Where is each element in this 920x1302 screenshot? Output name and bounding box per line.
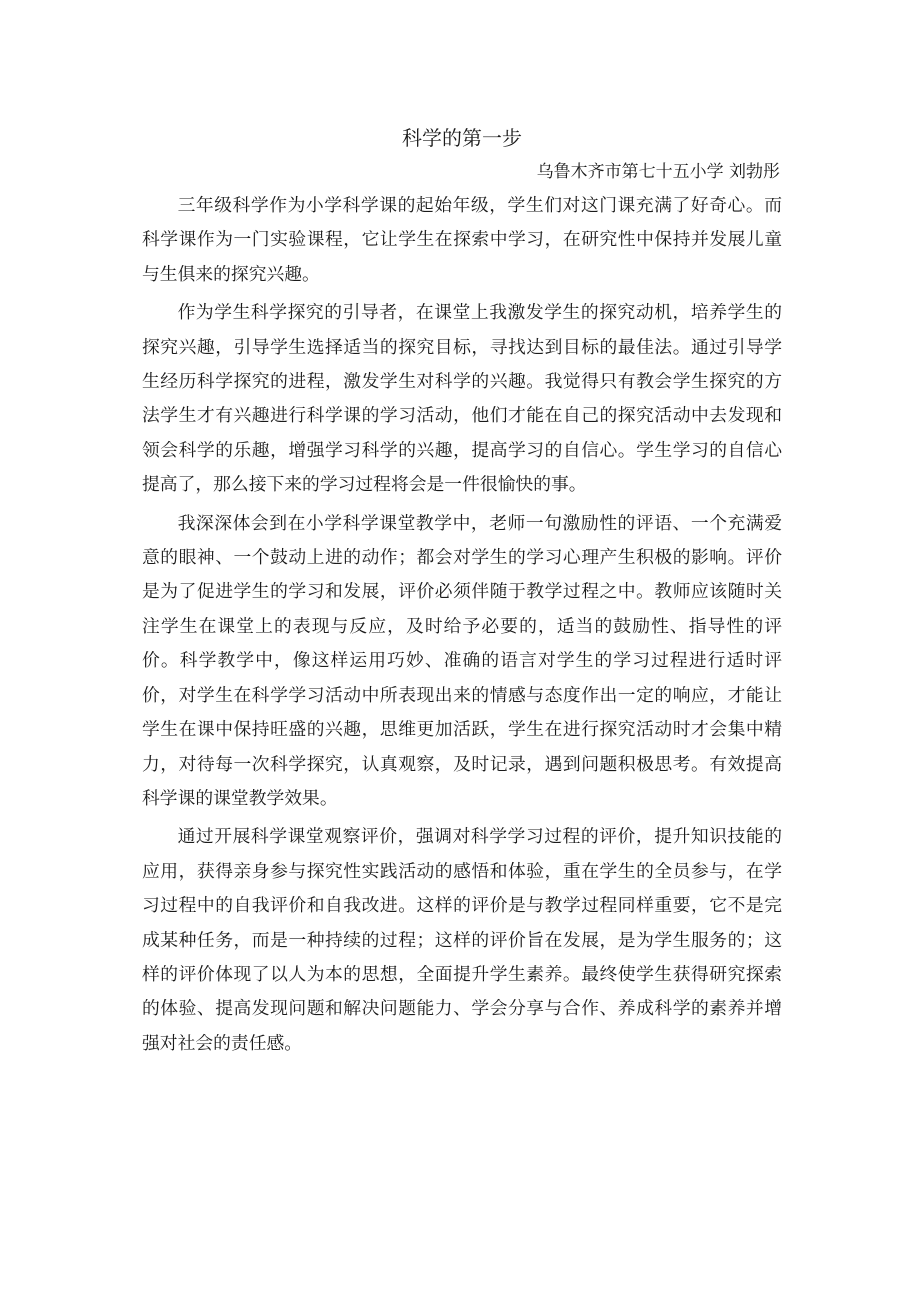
paragraph-2: 作为学生科学探究的引导者，在课堂上我激发学生的探究动机，培养学生的探究兴趣，引导学生选择适当的探究目标，寻找达到目标的最佳法。通过引导学生经历科学探究的进程，激发学生对科学的兴趣。我觉得只有教会学生探究的方法学生才有兴趣进行科学课的学习活动，他们才能在自己的探究活动中去发现和领会科学的乐趣，增强学习科学的兴趣，提高学习的自信心。学生学习的自信心提高了，那么接下来的学习过程将会是一件很愉快的事。 xyxy=(142,302,782,496)
document-body xyxy=(142,118,782,1061)
paragraph-4: 通过开展科学课堂观察评价，强调对科学学习过程的评价，提升知识技能的应用，获得亲身参与探究性实践活动的感悟和体验，重在学生的全员参与，在学习过程中的自我评价和自我改进。这样的评价是与教学过程同样重要，它不是完成某种任务，而是一种持续的过程；这样的评价旨在发展，是为学生服务的；这样的评价体现了以人为本的思想，全面提升学生素养。最终使学生获得研究探索的体验、提高发现问题和解决问题能力、学会分享与合作、养成科学的素养并增强对社会的责任感。 xyxy=(142,826,782,1054)
paragraph-3: 我深深体会到在小学科学课堂教学中，老师一句激励性的评语、一个充满爱意的眼神、一个鼓动上进的动作；都会对学生的学习心理产生积极的影响。评价是为了促进学生的学习和发展，评价必须伴随于教学过程之中。教师应该随时关注学生在课堂上的表现与反应，及时给予必要的，适当的鼓励性、指导性的评价。科学教学中，像这样运用巧妙、准确的语言对学生的学习过程进行适时评价，对学生在科学学习活动中所表现出来的情感与态度作出一定的响应，才能让学生在课中保持旺盛的兴趣，思维更加活跃，学生在进行探究活动时才会集中精力，对待每一次科学探究，认真观察，及时记录，遇到问题积极思考。有效提高科学课的课堂教学效果。 xyxy=(142,512,782,809)
document-title: 科学的第一步 xyxy=(402,126,522,150)
author-line: 乌鲁木齐市第七十五小学 刘勃彤 xyxy=(536,162,780,182)
paragraph-1: 三年级科学作为小学科学课的起始年级，学生们对这门课充满了好奇心。而科学课作为一门实验课程，它让学生在探索中学习，在研究性中保持并发展儿童与生俱来的探究兴趣。 xyxy=(142,195,782,285)
